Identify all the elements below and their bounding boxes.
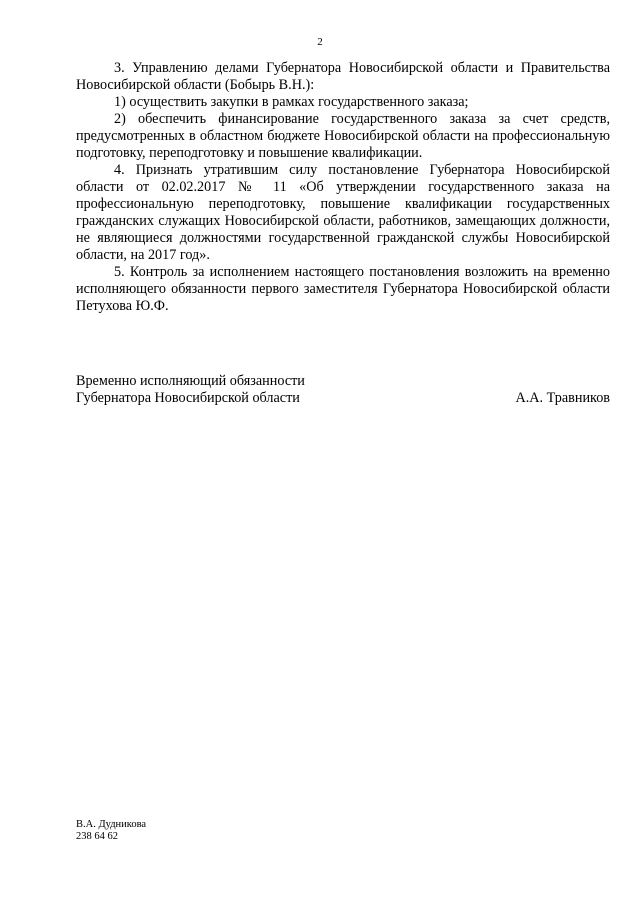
signature-block (76, 373, 610, 407)
signatory-title-line1: Временно исполняющий обязанности (76, 373, 305, 389)
document-body (76, 60, 610, 315)
signatory-title-line2: Губернатора Новосибирской области (76, 390, 300, 406)
paragraph-item-3-1: 1) осуществить закупки в рамках государственного заказа; (114, 94, 469, 110)
paragraph-item-4: 4. Признать утратившим силу постановление Губернатора Новосибирской области от 02.02.2017 № 11 «Об утверждении государственного заказа на профессиональную переподготовку, повышение квалификации государственных гражданских служащих Новосибирской области, работников, замещающих должности, не являющиеся должностями государственной гражданской службы Новосибирской области, на 2017 год». (76, 162, 610, 263)
signatory-name: А.А. Травников (515, 390, 610, 406)
page-number: 2 (317, 36, 323, 48)
paragraph-item-3: 3. Управлению делами Губернатора Новосибирской области и Правительства Новосибирской области (Бобырь В.Н.): (76, 60, 610, 93)
signature-line (76, 390, 610, 407)
paragraph-item-3-2: 2) обеспечить финансирование государственного заказа за счет средств, предусмотренных в областном бюджете Новосибирской области на профессиональную подготовку, переподготовку и повышение квалификации. (76, 111, 610, 161)
executor-phone: 238 64 62 (76, 831, 118, 842)
executor-info (76, 819, 146, 843)
paragraph-item-5: 5. Контроль за исполнением настоящего постановления возложить на временно исполняющего обязанности первого заместителя Губернатора Новосибирской области Петухова Ю.Ф. (76, 264, 610, 314)
executor-name: В.А. Дудникова (76, 819, 147, 830)
